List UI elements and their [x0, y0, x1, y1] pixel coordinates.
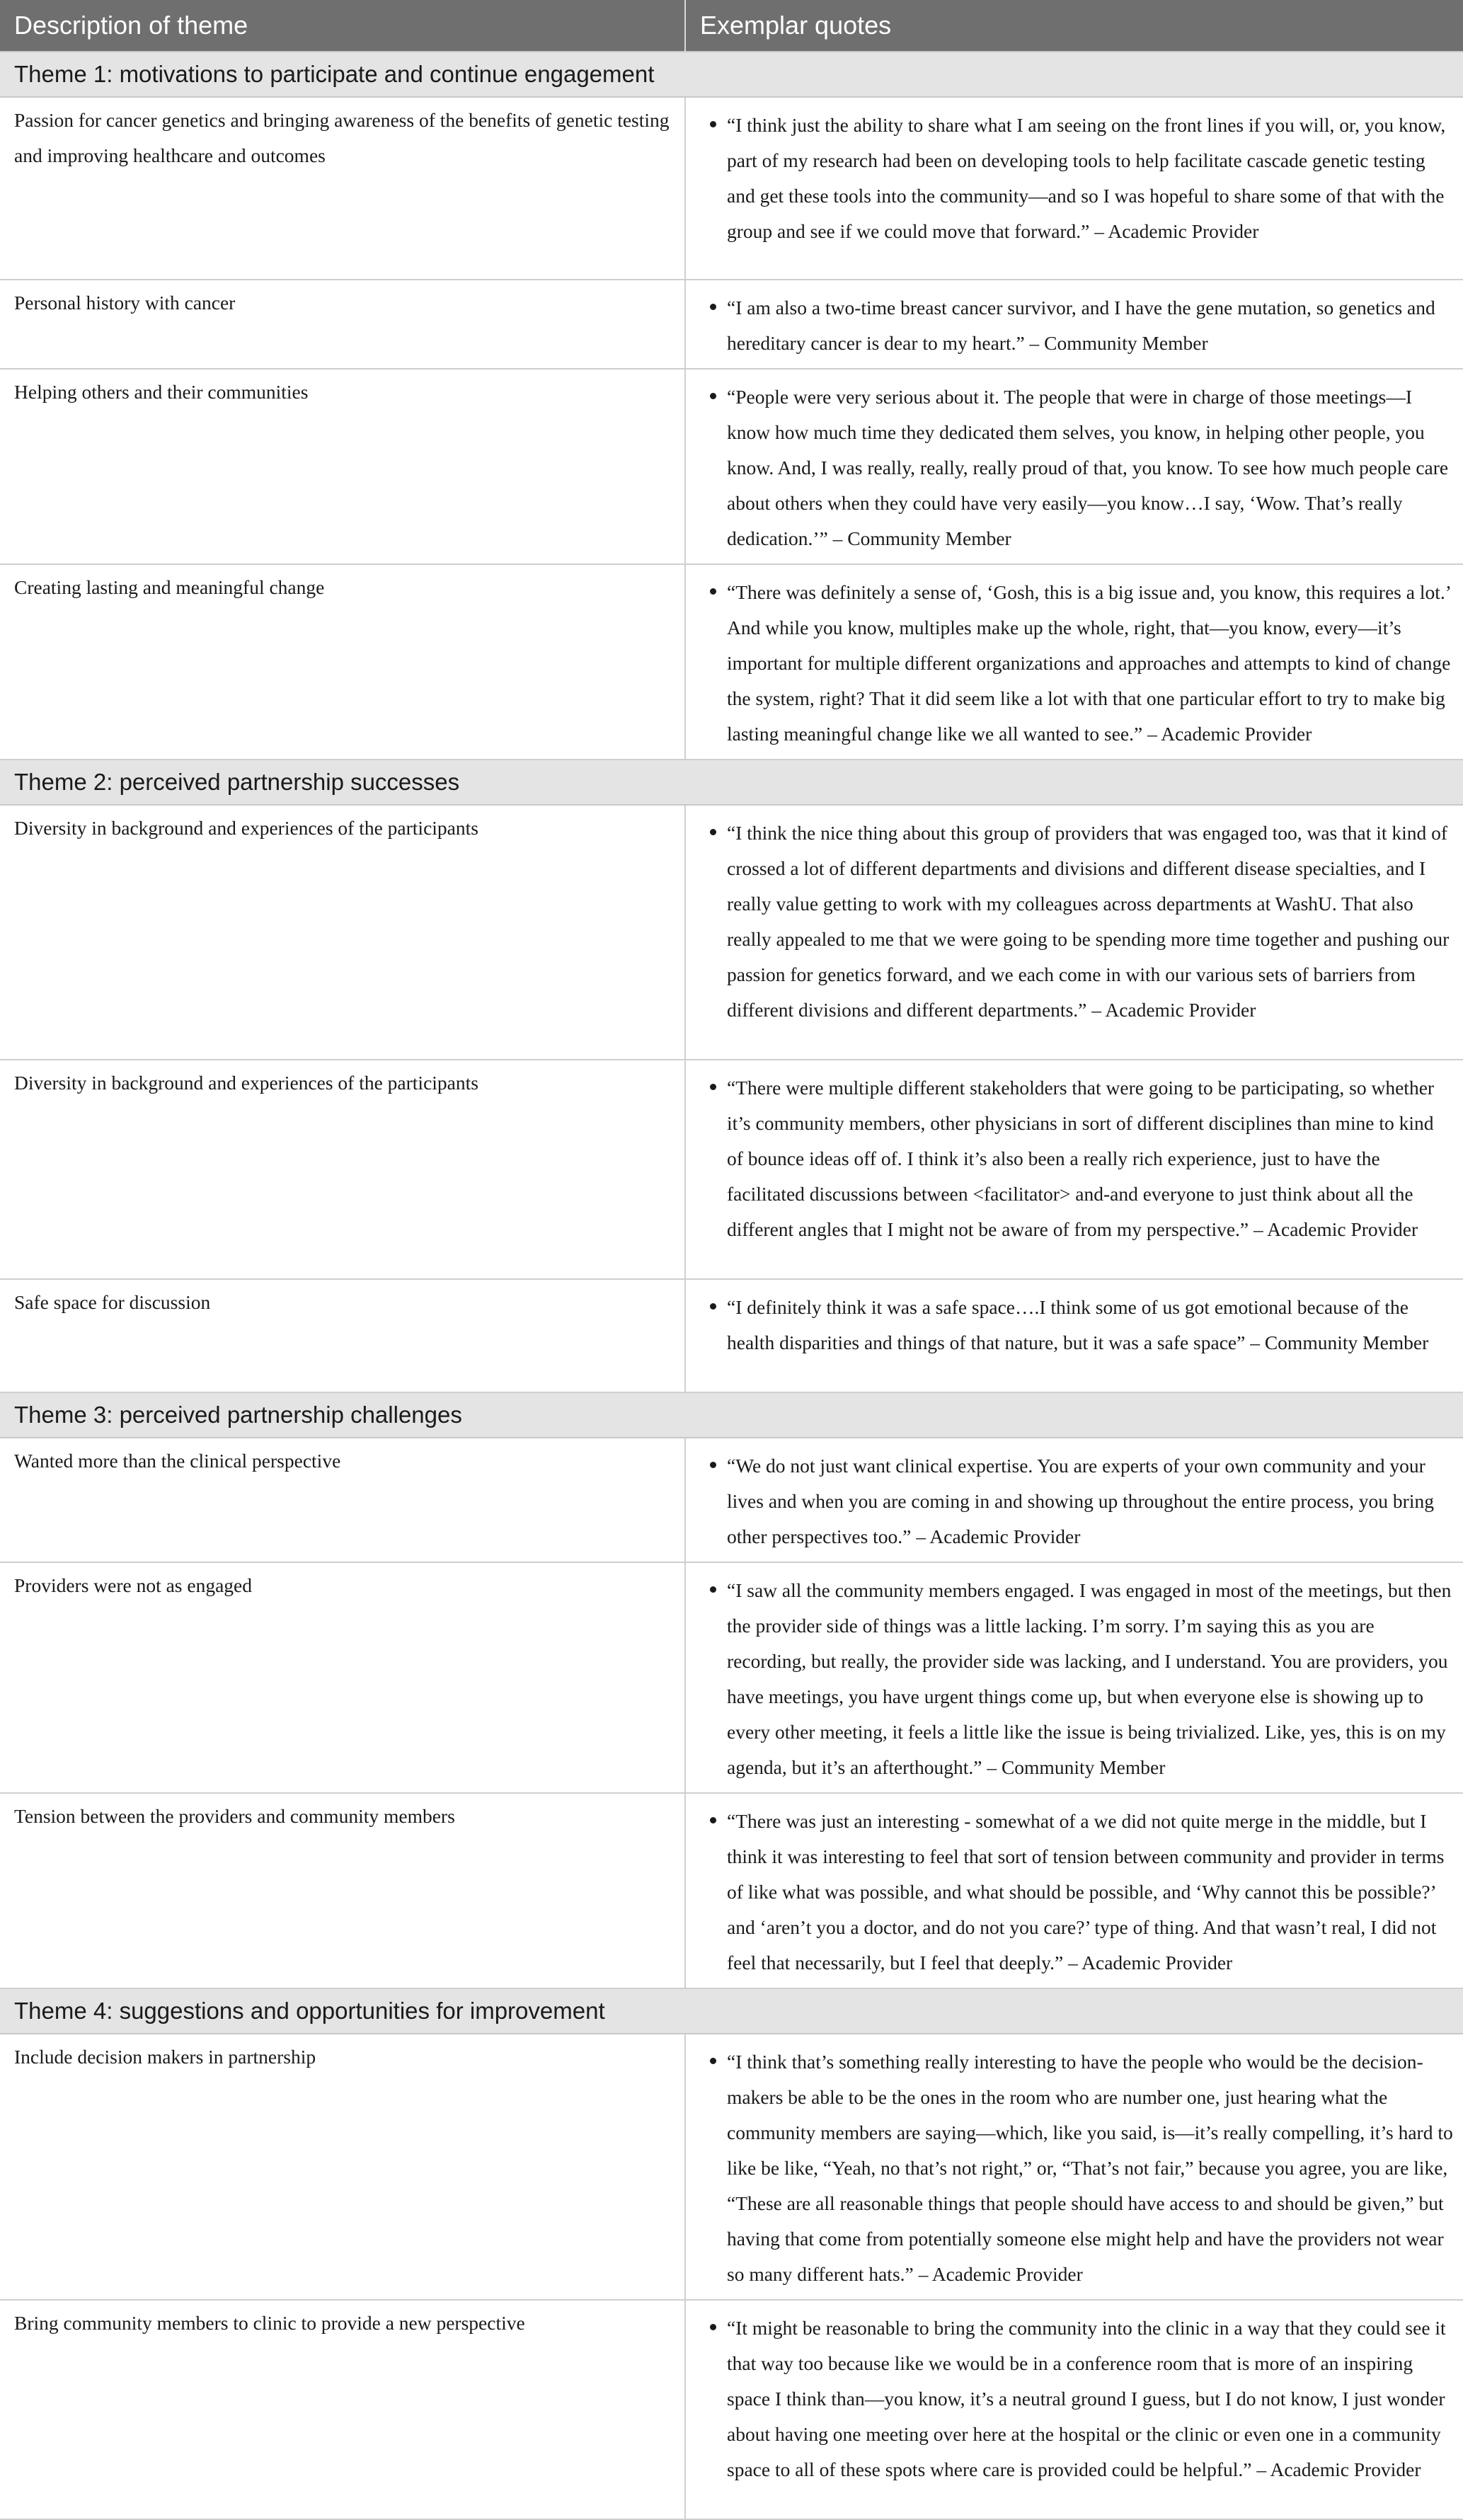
table-row [0, 280, 1463, 369]
exemplar-quote-cell [685, 97, 1463, 280]
exemplar-quote: “I think just the ability to share what I am seeing on the front lines if you will, or, you know, part of my research had been on developing tools to help facilitate cascade genetic testing and get these tools into the community—and so I was hopeful to share some of that with the group and see if we could move that forward.” – Academic Provider [727, 114, 1446, 242]
table-row [0, 1562, 1463, 1793]
theme-description: Tension between the providers and community members [0, 1793, 685, 1988]
table-row [0, 1279, 1463, 1392]
theme-title: Theme 2: perceived partnership successes [0, 760, 1463, 805]
table-row [0, 1060, 1463, 1279]
exemplar-quote-cell [685, 280, 1463, 369]
exemplar-quote: “I think the nice thing about this group of providers that was engaged too, was that it kind of crossed a lot of different departments and divisions and different disease specialties, and I really value getting to work with my colleagues across departments at WashU. That also really appealed to me that we were going to be spending more time together and pushing our passion for genetics forward, and we each come in with our various sets of barriers from different divisions and different departments.” – Academic Provider [727, 822, 1450, 1021]
exemplar-quote-cell [685, 805, 1463, 1060]
bullet-icon [710, 1084, 716, 1090]
theme-description: Diversity in background and experiences of the participants [0, 1060, 685, 1279]
table-row [0, 1438, 1463, 1562]
table-body [0, 52, 1463, 2519]
bullet-icon [710, 1303, 716, 1310]
exemplar-quote: “People were very serious about it. The people that were in charge of those meetings—I know how much time they dedicated them selves, you know, in helping other people, you know. And, I was really, really, really proud of that, you know. To see how much people care about others when they could have very easily—you know…I say, ‘Wow. That’s really dedication.’” – Community Member [727, 386, 1449, 549]
theme-title: Theme 1: motivations to participate and continue engagement [0, 52, 1463, 97]
exemplar-quote-cell [685, 1279, 1463, 1392]
header-description-of-theme: Description of theme [0, 0, 685, 52]
theme-description: Include decision makers in partnership [0, 2034, 685, 2300]
table-row [0, 805, 1463, 1060]
theme-description: Personal history with cancer [0, 280, 685, 369]
exemplar-quote: “There were multiple different stakeholders that were going to be participating, so whether it’s community members, other physicians in sort of different disciplines than mine to kind of bounce ideas off of. I think it’s also been a really rich experience, just to have the facilitated discussions between <facilitator> and-and everyone to just think about all the different angles that I might not be aware of from my perspective.” – Academic Provider [727, 1077, 1435, 1240]
exemplar-quote-cell [685, 369, 1463, 564]
exemplar-quote: “There was definitely a sense of, ‘Gosh, this is a big issue and, you know, this requires a lot.’ And while you know, multiples make up the whole, right, that—you know, every—it’s important for multiple different organizations and approaches and attempts to kind of change the system, right? That it did seem like a lot with that one particular effort to try to make big lasting meaningful change like we all wanted to see.” – Academic Provider [727, 581, 1451, 745]
exemplar-quote-cell [685, 2300, 1463, 2519]
exemplar-quote-cell [685, 1793, 1463, 1988]
exemplar-quote-cell [685, 1438, 1463, 1562]
theme-header-row [0, 1392, 1463, 1438]
exemplar-quote: “I saw all the community members engaged. I was engaged in most of the meetings, but then the provider side of things was a little lacking. I’m sorry. I’m saying this as you are recording, but really, the provider side was lacking, and I understand. You are providers, you have meetings, you have urgent things come up, but when everyone else is showing up to every other meeting, it feels a little like the issue is being trivialized. Like, yes, this is on my agenda, but it’s an afterthought.” – Community Member [727, 1579, 1452, 1778]
theme-description: Wanted more than the clinical perspective [0, 1438, 685, 1562]
theme-description: Providers were not as engaged [0, 1562, 685, 1793]
bullet-icon [710, 829, 716, 835]
table-header-row [0, 0, 1463, 52]
bullet-icon [710, 2324, 716, 2330]
exemplar-quote-cell [685, 1562, 1463, 1793]
exemplar-quote: “It might be reasonable to bring the community into the clinic in a way that they could see it that way too because like we would be in a conference room that is more of an inspiring space I think than—you know, it’s a neutral ground I guess, but I do not know, I just wonder about having one meeting over here at the hospital or the clinic or even one in a community space to all of these spots where care is provided could be helpful.” – Academic Provider [727, 2317, 1446, 2480]
theme-description: Diversity in background and experiences of the participants [0, 805, 685, 1060]
bullet-icon [710, 1817, 716, 1823]
theme-header-row [0, 1988, 1463, 2034]
bullet-icon [710, 588, 716, 595]
exemplar-quote-cell [685, 1060, 1463, 1279]
theme-description: Bring community members to clinic to provide a new perspective [0, 2300, 685, 2519]
bullet-icon [710, 304, 716, 310]
table-row [0, 2034, 1463, 2300]
bullet-icon [710, 121, 716, 127]
theme-header-row [0, 760, 1463, 805]
exemplar-quote: “There was just an interesting - somewhat of a we did not quite merge in the middle, but I think it was interesting to feel that sort of tension between community and provider in terms of like what was possible, and what should be possible, and ‘Why cannot this be possible?’ and ‘aren’t you a doctor, and do not you care?’ type of thing. And that wasn’t real, I did not feel that necessarily, but I feel that deeply.” – Academic Provider [727, 1810, 1445, 1974]
exemplar-quote: “We do not just want clinical expertise. You are experts of your own community and your lives and when you are coming in and showing up throughout the entire process, you bring other perspectives too.” – Academic Provider [727, 1455, 1434, 1547]
bullet-icon [710, 393, 716, 399]
exemplar-quote: “I think that’s something really interesting to have the people who would be the decision-makers be able to be the ones in the room who are number one, just hearing what the community members are saying—which, like you said, is—it’s really compelling, it’s hard to like be like, “Yeah, no that’s not right,” or, “That’s not fair,” because you agree, you are like, “These are all reasonable things that people should have access to and should be given,” but having that come from potentially someone else might help and have the providers not wear so many different hats.” – Academic Provider [727, 2051, 1453, 2285]
table-row [0, 564, 1463, 760]
table-row [0, 369, 1463, 564]
theme-description: Helping others and their communities [0, 369, 685, 564]
bullet-icon [710, 1586, 716, 1593]
table-row [0, 97, 1463, 280]
header-exemplar-quotes: Exemplar quotes [685, 0, 1463, 52]
bullet-icon [710, 2058, 716, 2064]
table-row [0, 1793, 1463, 1988]
theme-title: Theme 3: perceived partnership challenges [0, 1392, 1463, 1438]
bullet-icon [710, 1462, 716, 1468]
exemplar-quote-cell [685, 2034, 1463, 2300]
exemplar-quote-cell [685, 564, 1463, 760]
theme-description: Safe space for discussion [0, 1279, 685, 1392]
theme-description: Creating lasting and meaningful change [0, 564, 685, 760]
theme-description: Passion for cancer genetics and bringing awareness of the benefits of genetic testing and improving healthcare and outcomes [0, 97, 685, 280]
exemplar-quote: “I definitely think it was a safe space….I think some of us got emotional because of the health disparities and things of that nature, but it was a safe space” – Community Member [727, 1296, 1429, 1353]
table-row [0, 2300, 1463, 2519]
theme-header-row [0, 52, 1463, 97]
exemplar-quote: “I am also a two-time breast cancer survivor, and I have the gene mutation, so genetics and hereditary cancer is dear to my heart.” – Community Member [727, 297, 1435, 354]
theme-title: Theme 4: suggestions and opportunities for improvement [0, 1988, 1463, 2034]
